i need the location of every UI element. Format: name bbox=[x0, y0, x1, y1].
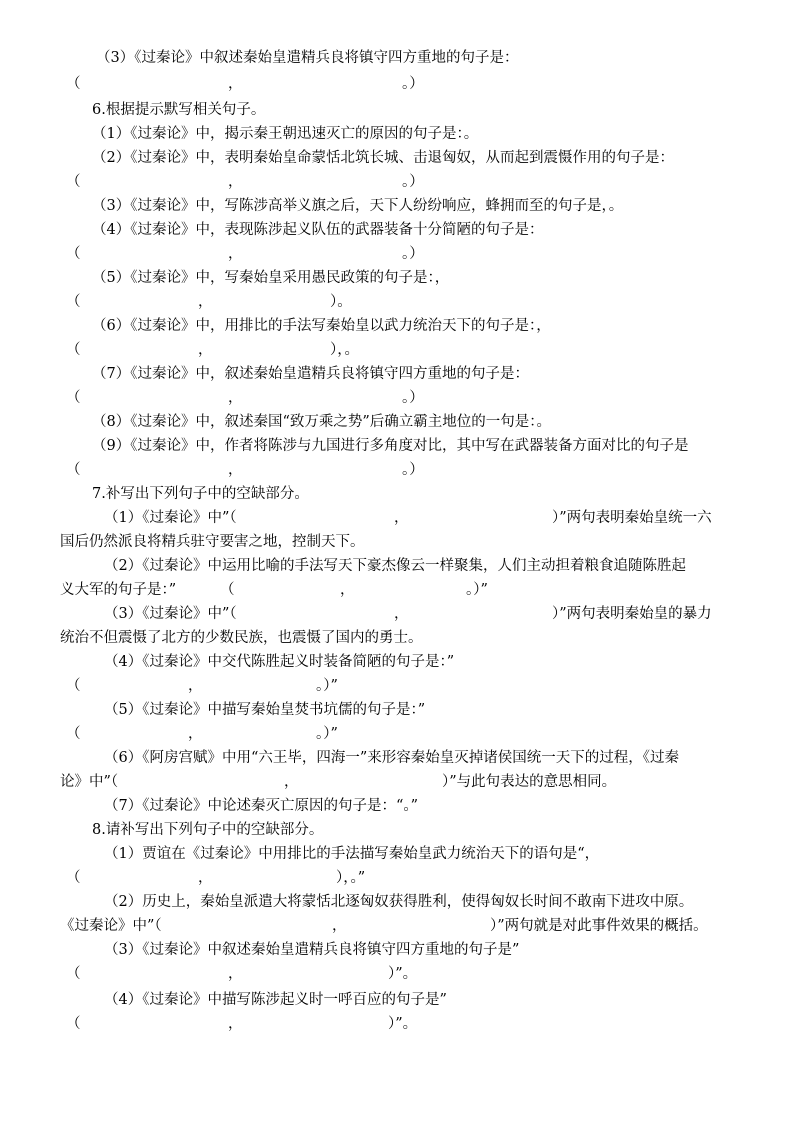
text-segment: 。） bbox=[402, 390, 424, 406]
text-segment: ， bbox=[228, 1016, 243, 1032]
text-segment: （4）《过秦论》中，表现陈涉起义队伍的武器装备十分简陋的句子是： bbox=[92, 222, 544, 238]
text-line bbox=[0, 988, 794, 1012]
text-segment: （ bbox=[66, 76, 81, 92]
text-segment: ， bbox=[340, 582, 355, 598]
text-segment: ， bbox=[228, 246, 243, 262]
text-segment: （6）《过秦论》中，用排比的手法写秦始皇以武力统治天下的句子是：， bbox=[92, 318, 551, 334]
text-line bbox=[0, 746, 794, 770]
text-segment: 统治不但震慑了北方的少数民族，也震慑了国内的勇士。 bbox=[60, 630, 423, 646]
text-segment: ），。” bbox=[336, 870, 366, 886]
text-line bbox=[0, 506, 794, 530]
text-segment: 。） bbox=[402, 246, 424, 262]
text-line bbox=[0, 434, 794, 458]
text-segment: （ bbox=[66, 1016, 81, 1032]
text-segment: ），。 bbox=[330, 342, 359, 358]
text-line bbox=[0, 962, 794, 986]
text-line bbox=[0, 722, 794, 746]
text-segment: （7）《过秦论》中论述秦灭亡原因的句子是：“。” bbox=[104, 798, 419, 814]
text-segment: ， bbox=[394, 606, 409, 622]
text-line bbox=[0, 770, 794, 794]
text-line bbox=[0, 46, 794, 70]
text-segment: ， bbox=[228, 966, 243, 982]
text-line bbox=[0, 290, 794, 314]
text-segment: 6.根据提示默写相关句子。 bbox=[92, 102, 266, 118]
text-line bbox=[0, 890, 794, 914]
text-segment: 8.请补写出下列句子中的空缺部分。 bbox=[92, 822, 324, 838]
text-segment: ）”。 bbox=[388, 966, 418, 982]
text-segment: ）”两句就是对此事件效果的概括。 bbox=[490, 918, 708, 934]
text-segment: ， bbox=[198, 342, 213, 358]
text-segment: ， bbox=[284, 774, 299, 790]
text-segment: （5）《过秦论》中，写秦始皇采用愚民政策的句子是：， bbox=[92, 270, 450, 286]
text-segment: ）”。 bbox=[388, 1016, 418, 1032]
text-segment: （3）《过秦论》中，写陈涉高举义旗之后，天下人纷纷响应，蜂拥而至的句子是，。 bbox=[92, 198, 624, 214]
text-line bbox=[0, 98, 794, 122]
text-segment: 。） bbox=[402, 462, 424, 478]
text-segment: （6）《阿房宫赋》中用“六王毕，四海一”来形容秦始皇灭掉诸侯国统一天下的过程，《过秦 bbox=[104, 750, 680, 766]
text-line bbox=[0, 170, 794, 194]
text-segment: 国后仍然派良将精兵驻守要害之地，控制天下。 bbox=[60, 534, 365, 550]
text-segment: （ bbox=[66, 870, 81, 886]
text-segment: ， bbox=[228, 462, 243, 478]
text-segment: （ bbox=[66, 294, 81, 310]
text-segment: （ bbox=[66, 726, 81, 742]
text-segment: ， bbox=[394, 510, 409, 526]
text-segment: ）。 bbox=[330, 294, 352, 310]
text-segment: ， bbox=[198, 294, 213, 310]
text-line bbox=[0, 842, 794, 866]
text-line bbox=[0, 794, 794, 818]
text-line bbox=[0, 266, 794, 290]
text-line bbox=[0, 458, 794, 482]
text-segment: （2）历史上，秦始皇派遣大将蒙恬北逐匈奴获得胜利，使得匈奴长时间不敢南下进攻中原。 bbox=[104, 894, 694, 910]
text-segment: ， bbox=[188, 726, 203, 742]
text-line bbox=[0, 554, 794, 578]
text-segment: （ bbox=[66, 174, 81, 190]
text-segment: 。）” bbox=[316, 726, 338, 742]
text-line bbox=[0, 914, 794, 938]
text-segment: （1）《过秦论》中”（ bbox=[104, 510, 237, 526]
text-segment: （9）《过秦论》中，作者将陈涉与九国进行多角度对比，其中写在武器装备方面对比的句子是 bbox=[92, 438, 689, 454]
text-segment: （3）《过秦论》中”（ bbox=[104, 606, 237, 622]
text-segment: 《过秦论》中”（ bbox=[60, 918, 162, 934]
text-segment: 。） bbox=[402, 174, 424, 190]
text-segment: ， bbox=[332, 918, 347, 934]
text-line bbox=[0, 482, 794, 506]
text-segment: ， bbox=[198, 870, 213, 886]
text-segment: （ bbox=[66, 966, 81, 982]
text-segment: ）”两句表明秦始皇的暴力 bbox=[552, 606, 712, 622]
text-line bbox=[0, 194, 794, 218]
text-segment: ， bbox=[188, 678, 203, 694]
text-segment: 论》中”（ bbox=[60, 774, 119, 790]
text-line bbox=[0, 674, 794, 698]
text-segment: （1）《过秦论》中，揭示秦王朝迅速灭亡的原因的句子是：。 bbox=[92, 126, 479, 142]
text-line bbox=[0, 122, 794, 146]
text-segment: 。）” bbox=[466, 582, 488, 598]
text-line bbox=[0, 386, 794, 410]
text-line bbox=[0, 602, 794, 626]
text-line bbox=[0, 242, 794, 266]
text-segment: ）”两句表明秦始皇统一六 bbox=[552, 510, 712, 526]
text-segment: （1）贾谊在《过秦论》中用排比的手法描写秦始皇武力统治天下的语句是“， bbox=[104, 846, 600, 862]
text-segment: 。） bbox=[402, 76, 424, 92]
text-line bbox=[0, 818, 794, 842]
text-segment: ， bbox=[228, 76, 243, 92]
text-segment: （8）《过秦论》中，叙述秦国“致万乘之势”后确立霸主地位的一句是：。 bbox=[92, 414, 552, 430]
text-line bbox=[0, 314, 794, 338]
text-segment: 7.补写出下列句子中的空缺部分。 bbox=[92, 486, 309, 502]
text-line bbox=[0, 578, 794, 602]
text-segment: ， bbox=[228, 390, 243, 406]
text-segment: （4）《过秦论》中描写陈涉起义时一呼百应的句子是” bbox=[104, 992, 447, 1008]
text-segment: （3）《过秦论》中叙述秦始皇遣精兵良将镇守四方重地的句子是： bbox=[96, 50, 519, 66]
text-line bbox=[0, 410, 794, 434]
text-segment: （ bbox=[66, 678, 81, 694]
text-segment: （2）《过秦论》中运用比喻的手法写天下豪杰像云一样聚集，人们主动担着粮食追随陈胜起 bbox=[104, 558, 686, 574]
text-segment: （ bbox=[66, 342, 81, 358]
text-line bbox=[0, 146, 794, 170]
text-segment: （7）《过秦论》中，叙述秦始皇遣精兵良将镇守四方重地的句子是： bbox=[92, 366, 529, 382]
text-segment: （ bbox=[66, 246, 81, 262]
text-segment: （3）《过秦论》中叙述秦始皇遣精兵良将镇守四方重地的句子是” bbox=[104, 942, 520, 958]
text-line bbox=[0, 218, 794, 242]
text-segment: 义大军的句子是：” bbox=[60, 582, 177, 598]
text-line bbox=[0, 866, 794, 890]
text-segment: （4）《过秦论》中交代陈胜起义时装备简陋的句子是：” bbox=[104, 654, 455, 670]
text-line bbox=[0, 626, 794, 650]
text-line bbox=[0, 650, 794, 674]
text-line bbox=[0, 938, 794, 962]
text-line bbox=[0, 530, 794, 554]
text-segment: （ bbox=[66, 462, 81, 478]
text-line bbox=[0, 338, 794, 362]
text-segment: （5）《过秦论》中描写秦始皇焚书坑儒的句子是：” bbox=[104, 702, 426, 718]
text-segment: （ bbox=[220, 582, 235, 598]
text-segment: ）”与此句表达的意思相同。 bbox=[442, 774, 617, 790]
text-segment: （2）《过秦论》中，表明秦始皇命蒙恬北筑长城、击退匈奴，从而起到震慑作用的句子是： bbox=[92, 150, 674, 166]
text-segment: 。）” bbox=[316, 678, 338, 694]
text-line bbox=[0, 1012, 794, 1036]
text-line bbox=[0, 362, 794, 386]
text-segment: ， bbox=[228, 174, 243, 190]
text-line bbox=[0, 698, 794, 722]
text-segment: （ bbox=[66, 390, 81, 406]
text-line bbox=[0, 72, 794, 96]
